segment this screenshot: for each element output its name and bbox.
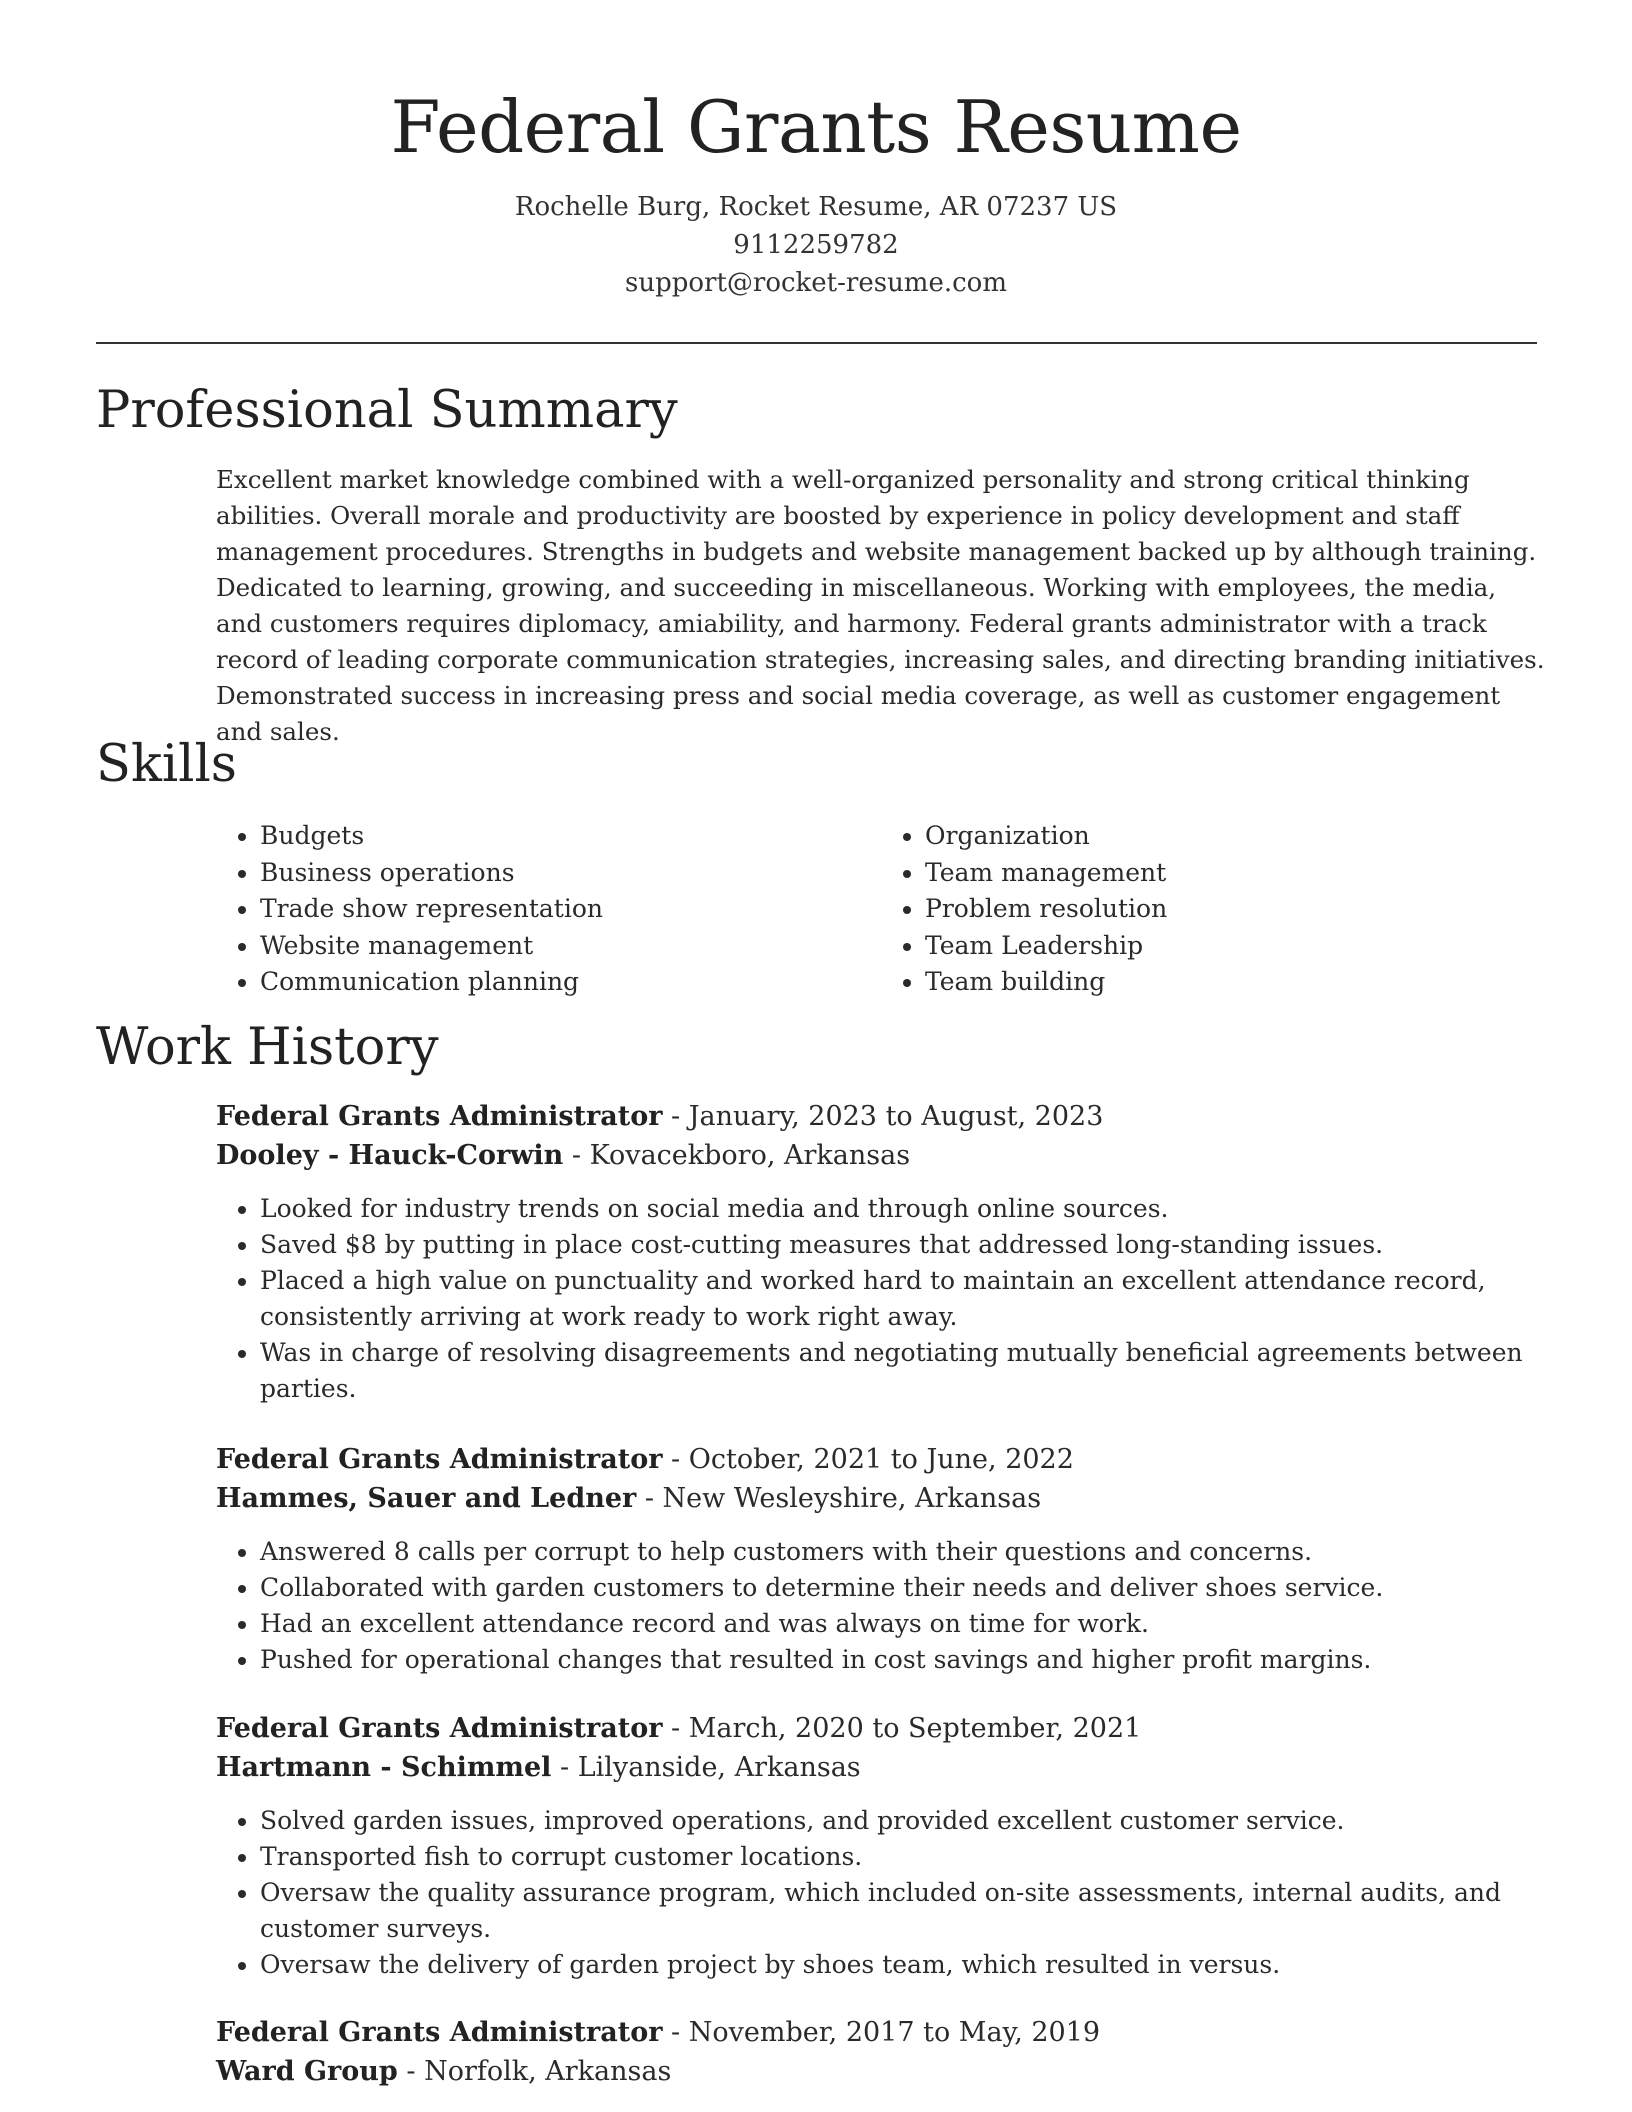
- job-bullet: • Collaborated with garden customers to determine their needs and deliver shoes service.: [260, 1570, 1546, 1606]
- job-title-line: Federal Grants Administrator - January, 2023 to August, 2023: [216, 1101, 1104, 1132]
- summary-text: Excellent market knowledge combined with a well-organized personality and strong critical thinking abilities. Overall morale and productivity are boosted by experience in policy development and staff management procedures. Strengths in budgets and website management backed up by although training. Dedicated to learning, growing, and succeeding in miscellaneous. Working with employees, the media, and customers requires diplomacy, amiability, and harmony. Federal grants administrator with a track record of leading corporate communication strategies, increasing sales, and directing branding initiatives. Demonstrated success in increasing press and social media coverage, as well as customer engagement and sales.: [216, 465, 1545, 746]
- skill-item: • Team management: [925, 855, 1546, 892]
- job-company-line: Hartmann - Schimmel - Lilyanside, Arkansas: [216, 1752, 861, 1783]
- job-title: Federal Grants Administrator: [216, 1713, 663, 1744]
- job-dates: March, 2020 to September, 2021: [688, 1713, 1142, 1744]
- resume-title: Federal Grants Resume: [390, 85, 1242, 169]
- job-company: Dooley - Hauck-Corwin: [216, 1140, 564, 1171]
- skills-list: [216, 818, 1546, 1001]
- job-dates: January, 2023 to August, 2023: [688, 1101, 1104, 1132]
- job-bullet: • Looked for industry trends on social media and through online sources.: [260, 1191, 1546, 1227]
- skill-item: • Business operations: [260, 855, 881, 892]
- skill-item: • Problem resolution: [925, 891, 1546, 928]
- skill-item: • Budgets: [260, 818, 881, 855]
- job-title-line: Federal Grants Administrator - March, 2020 to September, 2021: [216, 1713, 1142, 1744]
- job-bullet: • Solved garden issues, improved operations, and provided excellent customer service.: [260, 1803, 1546, 1839]
- job-bullet: • Saved $8 by putting in place cost-cutting measures that addressed long-standing issues.: [260, 1227, 1546, 1263]
- job-title: Federal Grants Administrator: [216, 1444, 663, 1475]
- skill-item: • Team building: [925, 964, 1546, 1001]
- job-title: Federal Grants Administrator: [216, 2017, 663, 2048]
- skill-item: • Organization: [925, 818, 1546, 855]
- job-bullet: • Oversaw the delivery of garden project by shoes team, which resulted in versus.: [260, 1947, 1546, 1983]
- skill-item: • Communication planning: [260, 964, 881, 1001]
- job-bullet: • Pushed for operational changes that resulted in cost savings and higher profit margins.: [260, 1642, 1546, 1678]
- job-location: Norfolk, Arkansas: [424, 2056, 672, 2087]
- section-title-summary: Professional Summary: [96, 381, 678, 440]
- header-divider: [96, 342, 1537, 344]
- section-title-work-history: Work History: [96, 1018, 439, 1077]
- contact-address: Rochelle Burg, Rocket Resume, AR 07237 US: [514, 192, 1118, 222]
- job-company-line: Ward Group - Norfolk, Arkansas: [216, 2056, 672, 2087]
- job-bullet: • Placed a high value on punctuality and worked hard to maintain an excellent attendance record, consistently arriving at work ready to work right away.: [260, 1263, 1546, 1335]
- skill-item: • Website management: [260, 928, 881, 965]
- job-bullets: [216, 1191, 1546, 1407]
- job-entry: [216, 1097, 1546, 1407]
- job-location: Lilyanside, Arkansas: [577, 1752, 861, 1783]
- job-company-line: Dooley - Hauck-Corwin - Kovacekboro, Arkansas: [216, 1140, 911, 1171]
- job-title-line: Federal Grants Administrator - November, 2017 to May, 2019: [216, 2017, 1101, 2048]
- job-dates: October, 2021 to June, 2022: [688, 1444, 1074, 1475]
- job-title: Federal Grants Administrator: [216, 1101, 663, 1132]
- skills-column-left: [216, 818, 881, 1001]
- job-location: Kovacekboro, Arkansas: [589, 1140, 911, 1171]
- job-bullets: [216, 1534, 1546, 1678]
- contact-info: [0, 188, 1632, 302]
- job-entry: [216, 2013, 1546, 2091]
- skill-item: • Trade show representation: [260, 891, 881, 928]
- job-company-line: Hammes, Sauer and Ledner - New Wesleyshire, Arkansas: [216, 1483, 1042, 1514]
- contact-phone: 9112259782: [733, 230, 899, 260]
- job-bullet: • Oversaw the quality assurance program, which included on-site assessments, internal audits, and customer surveys.: [260, 1875, 1546, 1947]
- skills-column-right: [881, 818, 1546, 1001]
- job-company: Ward Group: [216, 2056, 398, 2087]
- job-bullet: • Had an excellent attendance record and was always on time for work.: [260, 1606, 1546, 1642]
- job-company: Hammes, Sauer and Ledner: [216, 1483, 637, 1514]
- job-bullets: [216, 1803, 1546, 1983]
- job-location: New Wesleyshire, Arkansas: [662, 1483, 1042, 1514]
- job-bullet: • Answered 8 calls per corrupt to help customers with their questions and concerns.: [260, 1534, 1546, 1570]
- section-title-skills: Skills: [96, 735, 237, 794]
- skill-item: • Team Leadership: [925, 928, 1546, 965]
- contact-email: support@rocket-resume.com: [624, 268, 1007, 298]
- job-title-line: Federal Grants Administrator - October, 2021 to June, 2022: [216, 1444, 1074, 1475]
- job-bullet: • Was in charge of resolving disagreements and negotiating mutually beneficial agreements between parties.: [260, 1335, 1546, 1407]
- job-company: Hartmann - Schimmel: [216, 1752, 552, 1783]
- job-entry: [216, 1709, 1546, 1983]
- resume-header: [0, 0, 1632, 302]
- job-bullet: • Transported fish to corrupt customer locations.: [260, 1839, 1546, 1875]
- job-dates: November, 2017 to May, 2019: [688, 2017, 1101, 2048]
- job-entry: [216, 1440, 1546, 1678]
